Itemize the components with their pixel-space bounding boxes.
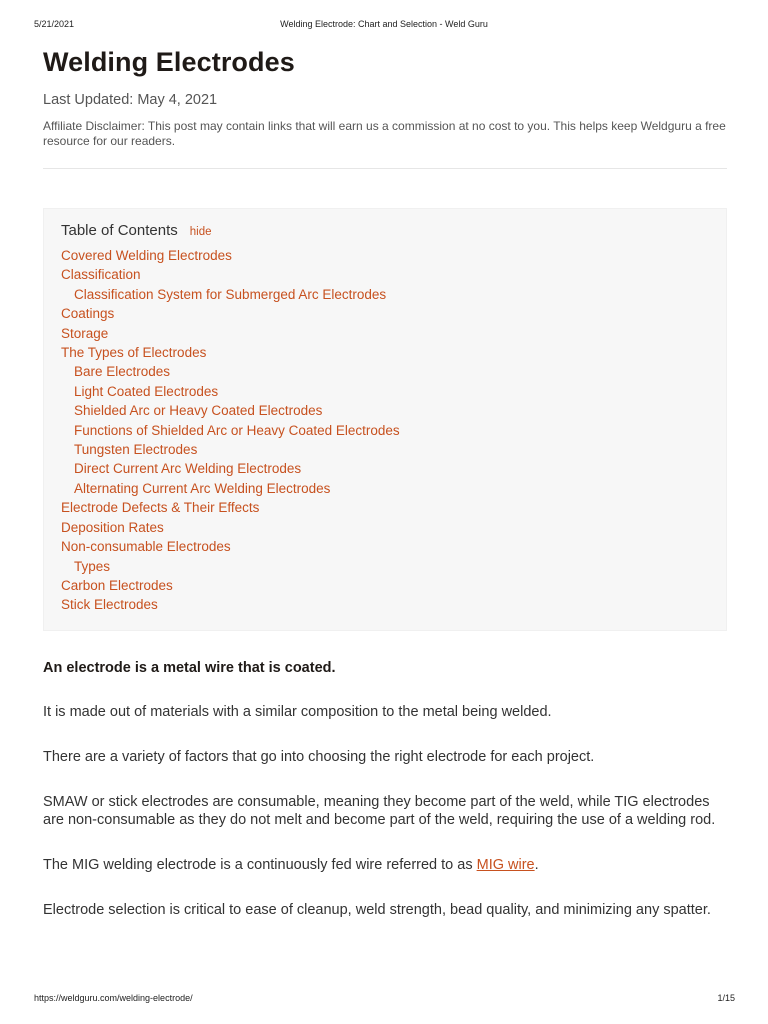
toc-link[interactable]: Electrode Defects & Their Effects	[61, 500, 260, 516]
toc-item	[61, 343, 709, 362]
toc-item	[61, 304, 709, 323]
toc-header	[61, 222, 709, 240]
toc-link[interactable]: Stick Electrodes	[61, 597, 158, 613]
paragraph-text: The MIG welding electrode is a continuously fed wire referred to as	[43, 856, 477, 873]
paragraph: It is made out of materials with a similar composition to the metal being welded.	[43, 703, 552, 720]
toc-link[interactable]: Covered Welding Electrodes	[61, 248, 232, 263]
toc-link[interactable]: Bare Electrodes	[74, 364, 171, 380]
toc-item	[61, 595, 709, 614]
toc-link[interactable]: Light Coated Electrodes	[74, 383, 219, 399]
toc-item	[61, 537, 709, 556]
toc-item	[61, 421, 709, 440]
toc-list	[61, 246, 709, 615]
toc-item	[61, 401, 709, 420]
toc-title: Table of Contents	[61, 222, 178, 239]
toc-link[interactable]: Types	[74, 558, 111, 574]
last-updated: Last Updated: May 4, 2021	[43, 92, 218, 108]
toc-item	[61, 382, 709, 401]
toc-item	[61, 479, 709, 498]
toc-link[interactable]: Shielded Arc or Heavy Coated Electrodes	[74, 403, 323, 419]
toc-hide-toggle[interactable]: hide	[189, 226, 212, 238]
article	[43, 46, 727, 919]
divider	[43, 168, 727, 169]
table-of-contents	[43, 208, 727, 631]
toc-link[interactable]: Functions of Shielded Arc or Heavy Coated Electrodes	[74, 422, 400, 438]
paragraph-mig-wire	[43, 856, 727, 874]
toc-item	[61, 285, 709, 304]
toc-item	[61, 498, 709, 517]
mig-wire-link[interactable]: MIG wire	[476, 856, 535, 873]
toc-item	[61, 362, 709, 381]
toc-link[interactable]: Coatings	[61, 306, 115, 322]
toc-link[interactable]: Direct Current Arc Welding Electrodes	[74, 461, 302, 477]
paragraph: Electrode selection is critical to ease of cleanup, weld strength, bead quality, and minimizing any spatter.	[43, 901, 711, 918]
paragraph: SMAW or stick electrodes are consumable, meaning they become part of the weld, while TIG electrodes are non-consumable as they do not melt and become part of the weld, requiring the use of a welding rod.	[43, 793, 716, 828]
print-url: https://weldguru.com/welding-electrode/	[34, 993, 193, 1003]
article-body	[43, 659, 727, 919]
toc-item	[61, 246, 709, 265]
article-title: Welding Electrodes	[43, 47, 295, 77]
toc-item	[61, 324, 709, 343]
toc-link[interactable]: Classification System for Submerged Arc Electrodes	[74, 286, 387, 302]
toc-item	[61, 576, 709, 595]
toc-item	[61, 440, 709, 459]
toc-item	[61, 265, 709, 284]
affiliate-disclaimer: Affiliate Disclaimer: This post may contain links that will earn us a commission at no cost to you. This helps keep Weldguru a free resource for our readers.	[43, 119, 726, 148]
print-header	[0, 19, 768, 33]
print-date: 5/21/2021	[34, 19, 75, 29]
toc-item	[61, 518, 709, 537]
toc-link[interactable]: The Types of Electrodes	[61, 345, 207, 361]
toc-link[interactable]: Deposition Rates	[61, 519, 164, 535]
toc-link[interactable]: Classification	[61, 267, 141, 283]
toc-item	[61, 557, 709, 576]
toc-link[interactable]: Non-consumable Electrodes	[61, 539, 231, 555]
page-number: 1/15	[717, 993, 735, 1003]
print-page-title: Welding Electrode: Chart and Selection - Weld Guru	[280, 19, 488, 29]
paragraph-text: .	[534, 856, 539, 873]
paragraph: There are a variety of factors that go into choosing the right electrode for each project.	[43, 748, 595, 765]
toc-link[interactable]: Carbon Electrodes	[61, 577, 173, 593]
lead-paragraph: An electrode is a metal wire that is coated.	[43, 659, 336, 676]
toc-link[interactable]: Storage	[61, 325, 109, 341]
toc-link[interactable]: Tungsten Electrodes	[74, 442, 198, 458]
toc-item	[61, 459, 709, 478]
print-footer	[0, 993, 768, 1007]
toc-link[interactable]: Alternating Current Arc Welding Electrodes	[74, 480, 331, 496]
